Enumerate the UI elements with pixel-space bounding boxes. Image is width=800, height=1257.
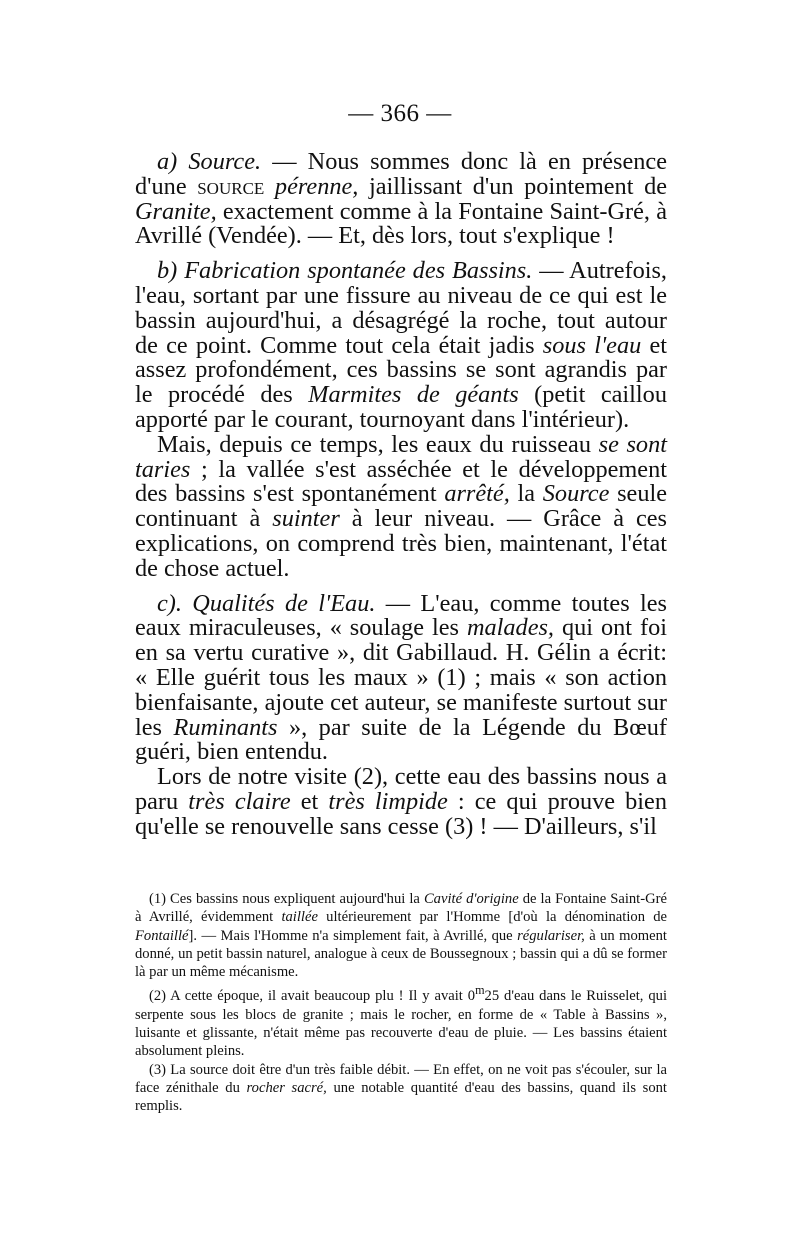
phrase-tres-claire: très claire [188, 787, 291, 815]
page-number: — 366 — [348, 100, 452, 127]
body-text [135, 150, 667, 840]
heading-source: Source. [188, 148, 262, 175]
label-a: a) [157, 148, 178, 175]
footnote-2: (2) A cette époque, il avait beaucoup plu ! Il y avait 0$^m$25 d'eau dans le Ruisselet, qui serpente sous les blocs de granite ; mais le rocher, en forme de « Table à Bassins », luisante et glissante, n'était même pas recouverte d'eau de pluie. — Les bassins étaient absolument pleins. [135, 983, 667, 1060]
paragraph-source: a) Source. — Nous sommes donc là en présence d'une source pérenne, jaillissant d'un pointement de Granite, exactement comme à la Fontaine Saint-Gré, à Avrillé (Vendée). — Et, dès lors, tout s'explique ! [135, 148, 668, 250]
paragraph-fabrication: b) Fabrication spontanée des Bassins. — Autrefois, l'eau, sortant par une fissure au niveau de ce qui est le bassin aujourd'hui, a désagrégé la roche, tout autour de ce point. Comme tout cela était jadis sous l'eau et assez profondément, ces bassins se sont agrandis par le procédé des Marmites de géants (petit caillou apporté par le courant, tournoyant dans l'intérieur). [135, 257, 668, 433]
phrase-marmites: Marmites de géants [308, 381, 519, 409]
word-malades: malades, [466, 614, 555, 642]
word-source: source [197, 172, 265, 200]
phrase-sous-leau: sous l'eau [542, 331, 642, 359]
phrase-tres-limpide: très limpide [328, 787, 448, 815]
word-source-2: Source [542, 480, 610, 508]
paragraph-qualites: c). Qualités de l'Eau. — L'eau, comme toutes les eaux miraculeuses, « soulage les malades, qui ont foi en sa vertu curative », dit Gabillaud. H. Gélin a écrit: « Elle guérit tous les maux » (1) ; mais « son action bienfaisante, ajoute cet auteur, se manifeste surtout sur les Ruminants », par suite de la Légende du Bœuf guéri, bien entendu. [135, 589, 667, 766]
word-ruminants: Ruminants [173, 713, 278, 741]
word-granite: Granite, [135, 197, 217, 225]
footnote-1: (1) Ces bassins nous expliquent aujourd'hui la Cavité d'origine de la Fontaine Saint-Gré à Avrillé, évidemment taillée ultérieurement par l'Homme [d'où la dénomination de Fontaillé]. — Mais l'Homme n'a simplement fait, à Avrillé, que régulariser, à un moment donné, un petit bassin naturel, analogue à ceux de Boussegnoux ; bassin qui a dû se former là par un même mécanisme. [135, 891, 668, 981]
label-b: b) [157, 257, 178, 285]
paragraph-visite: Lors de notre visite (2), cette eau des bassins nous a paru très claire et très limpide : ce qui prouve bien qu'elle se renouvelle sans cesse (3) ! — D'ailleurs, s'il [135, 763, 667, 840]
label-c: c). [157, 589, 182, 617]
word-perenne: pérenne, [274, 172, 359, 200]
heading-fabrication: Fabrication spontanée des Bassins. [184, 257, 533, 285]
word-arrete: arrêté, [444, 480, 510, 508]
phrase-se-sont-taries: se sont taries [135, 430, 667, 483]
footnotes [135, 890, 667, 1115]
word-suinter: suinter [272, 505, 340, 533]
footnote-3: (3) La source doit être d'un très faible débit. — En effet, on ne voit pas s'écouler, sur la face zénithale du rocher sacré, une notable quantité d'eau des bassins, quand ils sont remplis. [135, 1061, 667, 1115]
paragraph-mais: Mais, depuis ce temps, les eaux du ruisseau se sont taries ; la vallée s'est asséchée et le développement des bassins s'est spontanément arrêté, la Source seule continuant à suinter à leur niveau. — Grâce à ces explications, on comprend très bien, maintenant, l'état de chose actuel. [135, 430, 668, 582]
heading-qualites: Qualités de l'Eau. [192, 589, 376, 617]
